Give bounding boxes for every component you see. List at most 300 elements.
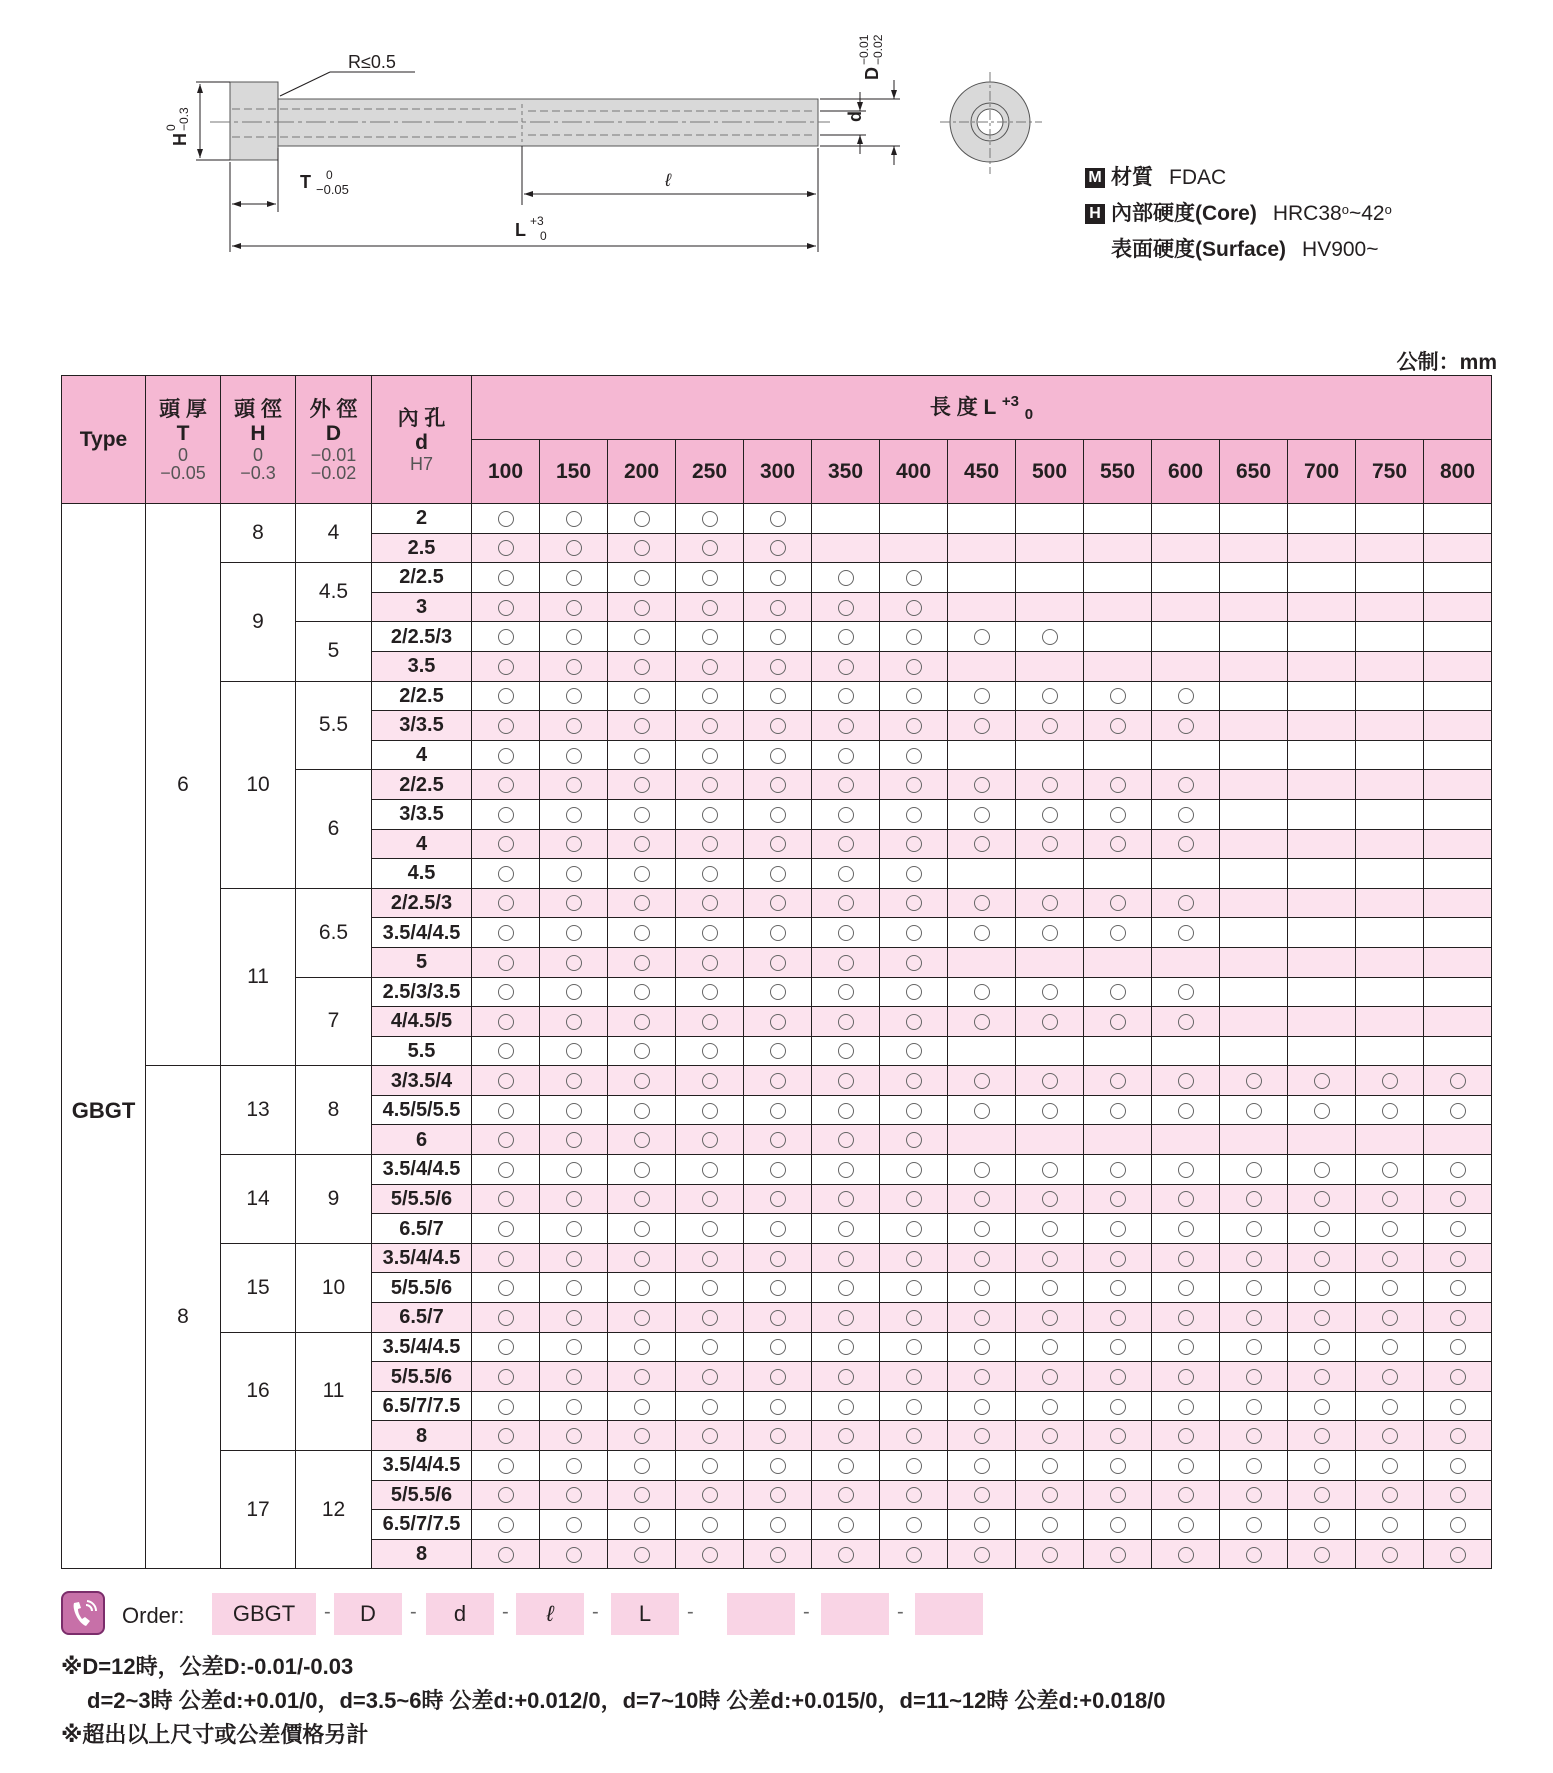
available-circle-icon — [566, 1043, 582, 1059]
inner-diameter-cell: 8 — [372, 1539, 472, 1569]
availability-cell — [744, 1421, 812, 1451]
availability-cell — [1288, 740, 1356, 770]
availability-cell — [812, 977, 880, 1007]
availability-cell — [1016, 1095, 1084, 1125]
availability-cell — [1152, 1451, 1220, 1481]
available-circle-icon — [566, 1162, 582, 1178]
available-circle-icon — [770, 1251, 786, 1267]
available-circle-icon — [906, 777, 922, 793]
availability-cell — [948, 740, 1016, 770]
available-circle-icon — [906, 1221, 922, 1237]
available-circle-icon — [498, 1162, 514, 1178]
available-circle-icon — [498, 1517, 514, 1533]
availability-cell — [1288, 799, 1356, 829]
availability-cell — [472, 977, 540, 1007]
availability-cell — [676, 563, 744, 593]
availability-cell — [1016, 1421, 1084, 1451]
available-circle-icon — [1450, 1428, 1466, 1444]
availability-cell — [676, 1480, 744, 1510]
availability-cell — [1424, 1451, 1492, 1481]
available-circle-icon — [770, 925, 786, 941]
available-circle-icon — [906, 1487, 922, 1503]
available-circle-icon — [702, 600, 718, 616]
header-id-title: 內 孔 — [397, 406, 446, 430]
available-circle-icon — [770, 1073, 786, 1089]
availability-cell — [744, 829, 812, 859]
available-circle-icon — [770, 1369, 786, 1385]
inner-diameter-cell: 6.5/7/7.5 — [372, 1510, 472, 1540]
available-circle-icon — [770, 777, 786, 793]
available-circle-icon — [634, 1132, 650, 1148]
availability-cell — [880, 1391, 948, 1421]
available-circle-icon — [634, 1517, 650, 1533]
available-circle-icon — [634, 1043, 650, 1059]
availability-cell — [1016, 622, 1084, 652]
availability-cell — [1424, 563, 1492, 593]
availability-cell — [1152, 1539, 1220, 1569]
header-inner-diameter — [372, 376, 472, 504]
pin-head — [230, 82, 278, 160]
availability-cell — [1288, 1214, 1356, 1244]
availability-cell — [676, 1273, 744, 1303]
available-circle-icon — [906, 1014, 922, 1030]
available-circle-icon — [634, 1428, 650, 1444]
availability-cell — [880, 770, 948, 800]
availability-cell — [812, 1243, 880, 1273]
availability-cell — [744, 859, 812, 889]
availability-cell — [1288, 1421, 1356, 1451]
availability-cell — [608, 859, 676, 889]
inner-diameter-cell: 2/2.5/3 — [372, 888, 472, 918]
availability-cell — [676, 859, 744, 889]
availability-cell — [676, 592, 744, 622]
availability-cell — [744, 770, 812, 800]
available-circle-icon — [634, 1162, 650, 1178]
available-circle-icon — [702, 777, 718, 793]
available-circle-icon — [906, 955, 922, 971]
available-circle-icon — [702, 984, 718, 1000]
availability-cell — [1424, 740, 1492, 770]
available-circle-icon — [1314, 1547, 1330, 1563]
availability-cell — [1152, 1155, 1220, 1185]
available-circle-icon — [906, 895, 922, 911]
available-circle-icon — [838, 1132, 854, 1148]
availability-cell — [948, 1095, 1016, 1125]
availability-cell — [1288, 1243, 1356, 1273]
available-circle-icon — [906, 748, 922, 764]
availability-cell — [1356, 1095, 1424, 1125]
availability-cell — [676, 770, 744, 800]
availability-cell — [472, 563, 540, 593]
availability-cell — [880, 1451, 948, 1481]
availability-cell — [1016, 533, 1084, 563]
availability-cell — [1424, 799, 1492, 829]
inner-diameter-cell: 2/2.5 — [372, 563, 472, 593]
available-circle-icon — [974, 1191, 990, 1207]
inner-diameter-cell: 5/5.5/6 — [372, 1362, 472, 1392]
available-circle-icon — [974, 925, 990, 941]
availability-cell — [948, 888, 1016, 918]
available-circle-icon — [702, 1547, 718, 1563]
availability-cell — [608, 1125, 676, 1155]
availability-cell — [1356, 1332, 1424, 1362]
outer-diameter-cell: 8 — [296, 1066, 372, 1155]
order-separator: - — [502, 1601, 509, 1623]
availability-cell — [948, 829, 1016, 859]
available-circle-icon — [498, 866, 514, 882]
availability-cell — [1016, 1539, 1084, 1569]
availability-cell — [540, 1007, 608, 1037]
order-field-5: L — [611, 1593, 679, 1635]
available-circle-icon — [1314, 1487, 1330, 1503]
head-diameter-cell: 10 — [221, 681, 296, 888]
availability-cell — [744, 681, 812, 711]
availability-cell — [676, 1391, 744, 1421]
available-circle-icon — [1110, 1280, 1126, 1296]
available-circle-icon — [1110, 1547, 1126, 1563]
availability-cell — [1356, 622, 1424, 652]
available-circle-icon — [974, 629, 990, 645]
availability-cell — [540, 1036, 608, 1066]
availability-cell — [1424, 829, 1492, 859]
availability-cell — [1084, 651, 1152, 681]
availability-cell — [1356, 533, 1424, 563]
available-circle-icon — [1042, 1103, 1058, 1119]
available-circle-icon — [702, 629, 718, 645]
availability-cell — [472, 1155, 540, 1185]
phone-order-icon — [61, 1591, 105, 1635]
available-circle-icon — [1110, 1162, 1126, 1178]
availability-cell — [1016, 504, 1084, 534]
availability-cell — [540, 504, 608, 534]
availability-cell — [1288, 1184, 1356, 1214]
available-circle-icon — [770, 1458, 786, 1474]
available-circle-icon — [498, 540, 514, 556]
available-circle-icon — [770, 895, 786, 911]
availability-cell — [540, 651, 608, 681]
availability-cell — [744, 533, 812, 563]
available-circle-icon — [702, 511, 718, 527]
available-circle-icon — [770, 1221, 786, 1237]
availability-cell — [1084, 592, 1152, 622]
availability-cell — [540, 918, 608, 948]
availability-cell — [540, 1451, 608, 1481]
outer-diameter-cell: 12 — [296, 1451, 372, 1569]
available-circle-icon — [974, 1458, 990, 1474]
inner-diameter-cell: 3/3.5/4 — [372, 1066, 472, 1096]
available-circle-icon — [1314, 1339, 1330, 1355]
availability-cell — [1220, 1125, 1288, 1155]
availability-cell — [1288, 592, 1356, 622]
availability-cell — [1220, 977, 1288, 1007]
availability-cell — [948, 1125, 1016, 1155]
availability-cell — [608, 977, 676, 1007]
availability-cell — [1016, 918, 1084, 948]
available-circle-icon — [974, 895, 990, 911]
availability-cell — [608, 829, 676, 859]
available-circle-icon — [770, 1132, 786, 1148]
available-circle-icon — [702, 659, 718, 675]
availability-cell — [744, 1007, 812, 1037]
availability-cell — [812, 770, 880, 800]
availability-cell — [1084, 533, 1152, 563]
availability-cell — [1220, 1036, 1288, 1066]
availability-cell — [1016, 1155, 1084, 1185]
length-col-150: 150 — [540, 440, 608, 504]
available-circle-icon — [1042, 1221, 1058, 1237]
available-circle-icon — [838, 570, 854, 586]
available-circle-icon — [1178, 925, 1194, 941]
availability-cell — [1152, 1332, 1220, 1362]
available-circle-icon — [770, 659, 786, 675]
available-circle-icon — [906, 1428, 922, 1444]
available-circle-icon — [1110, 1103, 1126, 1119]
availability-cell — [1084, 1480, 1152, 1510]
available-circle-icon — [634, 895, 650, 911]
available-circle-icon — [498, 1369, 514, 1385]
availability-cell — [880, 681, 948, 711]
available-circle-icon — [906, 1132, 922, 1148]
available-circle-icon — [1110, 1014, 1126, 1030]
head-diameter-cell: 11 — [221, 888, 296, 1066]
availability-cell — [1084, 740, 1152, 770]
availability-cell — [948, 1155, 1016, 1185]
available-circle-icon — [906, 1517, 922, 1533]
available-circle-icon — [1110, 1339, 1126, 1355]
availability-cell — [1084, 563, 1152, 593]
order-separator: - — [324, 1601, 331, 1623]
available-circle-icon — [1246, 1428, 1262, 1444]
surface-hardness-value: HV900~ — [1302, 238, 1379, 261]
availability-cell — [1424, 1421, 1492, 1451]
available-circle-icon — [498, 570, 514, 586]
availability-cell — [1016, 799, 1084, 829]
availability-cell — [1152, 740, 1220, 770]
table-row — [62, 1451, 1492, 1481]
available-circle-icon — [566, 1547, 582, 1563]
availability-cell — [1152, 1184, 1220, 1214]
availability-cell — [1424, 1480, 1492, 1510]
availability-cell — [472, 770, 540, 800]
available-circle-icon — [1042, 984, 1058, 1000]
availability-cell — [608, 1510, 676, 1540]
order-separator: - — [687, 1601, 694, 1623]
availability-cell — [1152, 859, 1220, 889]
availability-cell — [540, 829, 608, 859]
available-circle-icon — [702, 1103, 718, 1119]
available-circle-icon — [838, 836, 854, 852]
availability-cell — [472, 1184, 540, 1214]
availability-cell — [608, 1214, 676, 1244]
availability-cell — [676, 1036, 744, 1066]
availability-cell — [744, 1095, 812, 1125]
availability-cell — [1220, 1184, 1288, 1214]
available-circle-icon — [566, 1399, 582, 1415]
available-circle-icon — [1042, 1251, 1058, 1267]
availability-cell — [608, 1539, 676, 1569]
availability-cell — [1356, 1391, 1424, 1421]
available-circle-icon — [1042, 1310, 1058, 1326]
D-dim-tol-upper: −0.01 — [857, 34, 871, 65]
availability-cell — [744, 1332, 812, 1362]
availability-cell — [1084, 1066, 1152, 1096]
inner-diameter-cell: 2/2.5 — [372, 681, 472, 711]
available-circle-icon — [1178, 1458, 1194, 1474]
availability-cell — [540, 711, 608, 741]
available-circle-icon — [498, 659, 514, 675]
availability-cell — [1424, 1273, 1492, 1303]
availability-cell — [880, 1095, 948, 1125]
availability-cell — [948, 1273, 1016, 1303]
availability-cell — [1084, 1095, 1152, 1125]
availability-cell — [1220, 1214, 1288, 1244]
available-circle-icon — [838, 1251, 854, 1267]
availability-cell — [608, 622, 676, 652]
availability-cell — [540, 1273, 608, 1303]
head-diameter-cell: 14 — [221, 1155, 296, 1244]
availability-cell — [948, 622, 1016, 652]
available-circle-icon — [702, 1132, 718, 1148]
availability-cell — [472, 1451, 540, 1481]
available-circle-icon — [1178, 1073, 1194, 1089]
availability-cell — [880, 829, 948, 859]
available-circle-icon — [1314, 1369, 1330, 1385]
availability-cell — [608, 1273, 676, 1303]
inner-diameter-cell: 3/3.5 — [372, 799, 472, 829]
availability-cell — [1084, 1332, 1152, 1362]
D-dim-label: D — [862, 67, 882, 80]
availability-cell — [676, 918, 744, 948]
available-circle-icon — [1042, 629, 1058, 645]
availability-cell — [948, 859, 1016, 889]
available-circle-icon — [1042, 1458, 1058, 1474]
availability-cell — [472, 1362, 540, 1392]
availability-cell — [676, 1066, 744, 1096]
outer-diameter-cell: 4 — [296, 504, 372, 563]
available-circle-icon — [1178, 1191, 1194, 1207]
availability-cell — [608, 1243, 676, 1273]
outer-diameter-cell: 10 — [296, 1243, 372, 1332]
availability-cell — [676, 1421, 744, 1451]
available-circle-icon — [974, 1251, 990, 1267]
availability-cell — [472, 1391, 540, 1421]
availability-cell — [1288, 888, 1356, 918]
available-circle-icon — [634, 836, 650, 852]
notes — [61, 1650, 1166, 1752]
available-circle-icon — [974, 1369, 990, 1385]
availability-cell — [880, 592, 948, 622]
available-circle-icon — [906, 1073, 922, 1089]
availability-cell — [948, 504, 1016, 534]
availability-cell — [1424, 504, 1492, 534]
available-circle-icon — [1382, 1221, 1398, 1237]
availability-cell — [472, 1480, 540, 1510]
availability-cell — [540, 1184, 608, 1214]
availability-cell — [1016, 888, 1084, 918]
available-circle-icon — [1314, 1310, 1330, 1326]
availability-cell — [472, 1214, 540, 1244]
available-circle-icon — [1042, 718, 1058, 734]
availability-cell — [1220, 1539, 1288, 1569]
availability-cell — [812, 799, 880, 829]
availability-cell — [1152, 1391, 1220, 1421]
available-circle-icon — [1178, 984, 1194, 1000]
available-circle-icon — [1110, 1073, 1126, 1089]
availability-cell — [1288, 1332, 1356, 1362]
available-circle-icon — [1246, 1458, 1262, 1474]
header-h-title: 頭 徑 — [234, 397, 282, 421]
availability-cell — [1424, 651, 1492, 681]
availability-cell — [744, 947, 812, 977]
header-length-tol-upper: +3 — [1001, 393, 1019, 411]
order-separator: - — [410, 1601, 417, 1623]
available-circle-icon — [906, 807, 922, 823]
availability-cell — [1424, 888, 1492, 918]
availability-cell — [540, 1539, 608, 1569]
available-circle-icon — [634, 511, 650, 527]
availability-cell — [472, 1066, 540, 1096]
available-circle-icon — [906, 629, 922, 645]
availability-cell — [1084, 1539, 1152, 1569]
availability-cell — [1016, 829, 1084, 859]
availability-cell — [880, 799, 948, 829]
available-circle-icon — [770, 748, 786, 764]
available-circle-icon — [838, 1103, 854, 1119]
availability-cell — [1220, 1243, 1288, 1273]
available-circle-icon — [974, 1339, 990, 1355]
availability-cell — [540, 533, 608, 563]
available-circle-icon — [634, 718, 650, 734]
availability-cell — [1152, 1095, 1220, 1125]
available-circle-icon — [566, 955, 582, 971]
available-circle-icon — [566, 718, 582, 734]
table-row — [62, 1332, 1492, 1362]
availability-cell — [676, 1332, 744, 1362]
available-circle-icon — [702, 1280, 718, 1296]
available-circle-icon — [498, 836, 514, 852]
availability-cell — [812, 711, 880, 741]
availability-cell — [1152, 1480, 1220, 1510]
available-circle-icon — [634, 1103, 650, 1119]
type-cell: GBGT — [62, 504, 146, 1569]
availability-cell — [1016, 1243, 1084, 1273]
inner-diameter-cell: 4.5 — [372, 859, 472, 889]
availability-cell — [744, 1243, 812, 1273]
length-col-650: 650 — [1220, 440, 1288, 504]
available-circle-icon — [634, 1339, 650, 1355]
available-circle-icon — [974, 1014, 990, 1030]
availability-cell — [540, 859, 608, 889]
available-circle-icon — [838, 1517, 854, 1533]
availability-cell — [608, 681, 676, 711]
availability-cell — [948, 1036, 1016, 1066]
availability-cell — [540, 888, 608, 918]
available-circle-icon — [566, 925, 582, 941]
availability-cell — [1152, 1303, 1220, 1333]
available-circle-icon — [1246, 1339, 1262, 1355]
availability-cell — [1084, 504, 1152, 534]
length-col-550: 550 — [1084, 440, 1152, 504]
header-h-symbol: H — [250, 421, 266, 445]
available-circle-icon — [566, 511, 582, 527]
availability-cell — [1084, 1273, 1152, 1303]
availability-cell — [676, 1243, 744, 1273]
available-circle-icon — [770, 1162, 786, 1178]
availability-cell — [608, 918, 676, 948]
availability-cell — [948, 1510, 1016, 1540]
availability-cell — [1016, 1214, 1084, 1244]
available-circle-icon — [498, 1310, 514, 1326]
